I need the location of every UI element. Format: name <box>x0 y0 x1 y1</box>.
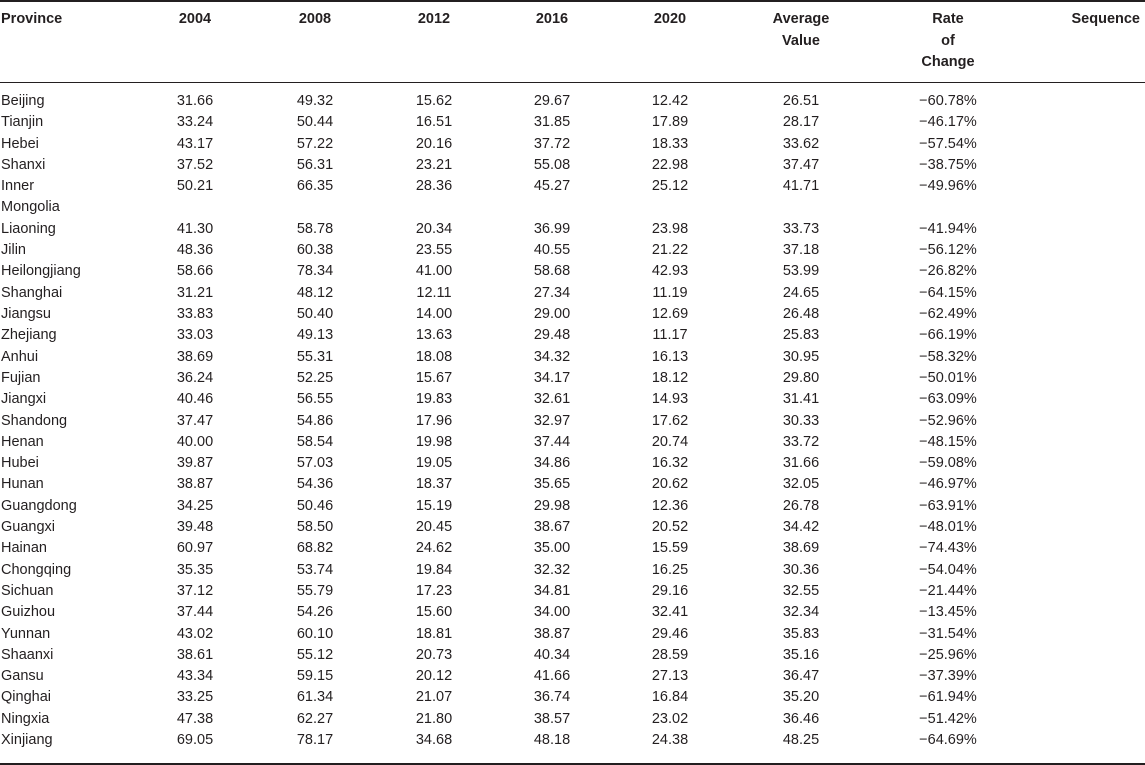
cell-value-2016: 38.57 <box>533 710 571 727</box>
cell-value-2020: 32.41 <box>651 604 689 621</box>
header-sequence: Sequence <box>1071 11 1140 27</box>
cell-value-2004: 33.83 <box>176 306 214 322</box>
header-rate-of-change: Rate of Change <box>921 11 975 70</box>
cell-value-2008: 49.32 <box>296 93 334 109</box>
header-province: Province <box>1 11 63 27</box>
cell-value-2008: 55.31 <box>296 348 334 365</box>
cell-province: Shanxi <box>1 156 46 173</box>
cell-value-2008: 58.54 <box>296 433 334 450</box>
cell-value-2004: 38.69 <box>176 348 214 365</box>
cell-average-value: 29.80 <box>782 369 820 386</box>
cell-province: Yunnan <box>1 625 51 642</box>
cell-value-2016: 37.72 <box>533 135 571 152</box>
cell-value-2008: 54.26 <box>296 604 334 621</box>
cell-average-value: 35.83 <box>782 625 820 642</box>
cell-province: Xinjiang <box>1 732 53 748</box>
cell-value-2012: 19.05 <box>415 455 453 472</box>
cell-value-2012: 23.21 <box>415 156 453 173</box>
cell-value-2008: 66.35 <box>296 178 334 195</box>
cell-value-2012: 20.12 <box>415 668 453 685</box>
header-2016: 2016 <box>535 11 569 27</box>
cell-value-2020: 15.59 <box>651 540 689 557</box>
cell-value-2016: 27.34 <box>533 284 571 301</box>
header-2008: 2008 <box>298 11 332 27</box>
cell-value-2016: 29.98 <box>533 497 571 514</box>
cell-rate-of-change: −57.54% <box>919 135 977 152</box>
cell-province: Shanghai <box>1 284 63 301</box>
cell-value-2020: 23.02 <box>651 710 689 727</box>
cell-value-2020: 18.33 <box>651 135 689 152</box>
cell-value-2016: 48.18 <box>533 732 571 748</box>
cell-value-2004: 37.44 <box>176 604 214 621</box>
cell-value-2016: 36.99 <box>533 220 571 237</box>
cell-value-2016: 38.87 <box>533 625 571 642</box>
cell-average-value: 36.47 <box>782 668 820 685</box>
cell-value-2012: 17.96 <box>415 412 453 429</box>
cell-rate-of-change: −13.45% <box>919 604 977 621</box>
cell-value-2008: 78.34 <box>296 263 334 280</box>
cell-value-2004: 39.48 <box>176 519 214 535</box>
cell-value-2004: 35.35 <box>176 561 214 578</box>
cell-value-2004: 39.87 <box>176 455 214 472</box>
header-2012: 2012 <box>417 11 451 27</box>
cell-value-2004: 37.52 <box>176 156 214 173</box>
cell-value-2012: 18.37 <box>415 476 453 493</box>
cell-average-value: 33.73 <box>782 220 820 237</box>
cell-value-2020: 17.89 <box>651 114 689 131</box>
cell-average-value: 26.51 <box>782 93 820 109</box>
cell-rate-of-change: −49.96% <box>919 178 977 195</box>
cell-value-2020: 16.84 <box>651 689 689 706</box>
cell-value-2016: 31.85 <box>533 114 571 131</box>
cell-value-2008: 58.50 <box>296 519 334 535</box>
cell-value-2012: 17.23 <box>415 582 453 599</box>
cell-average-value: 48.25 <box>782 732 820 748</box>
cell-value-2008: 57.22 <box>296 135 334 152</box>
cell-rate-of-change: −59.08% <box>919 455 977 472</box>
cell-province: Tianjin <box>1 114 44 131</box>
cell-province: Shaanxi <box>1 646 54 663</box>
cell-value-2012: 13.63 <box>415 327 453 344</box>
cell-rate-of-change: −48.01% <box>919 519 977 535</box>
cell-province: Hunan <box>1 476 44 493</box>
cell-value-2016: 45.27 <box>533 178 571 195</box>
cell-value-2008: 52.25 <box>296 369 334 386</box>
cell-rate-of-change: −60.78% <box>919 93 977 109</box>
cell-value-2020: 16.13 <box>651 348 689 365</box>
cell-value-2012: 18.08 <box>415 348 453 365</box>
cell-rate-of-change: −62.49% <box>919 306 977 322</box>
cell-province: Ningxia <box>1 710 50 727</box>
cell-value-2004: 41.30 <box>176 220 214 237</box>
cell-value-2012: 21.07 <box>415 689 453 706</box>
cell-value-2004: 36.24 <box>176 369 214 386</box>
cell-province: Henan <box>1 433 44 450</box>
cell-rate-of-change: −26.82% <box>919 263 977 280</box>
cell-value-2012: 28.36 <box>415 178 453 195</box>
table-top-rule <box>0 0 1145 2</box>
cell-value-2020: 20.52 <box>651 519 689 535</box>
cell-value-2008: 49.13 <box>296 327 334 344</box>
cell-value-2016: 35.00 <box>533 540 571 557</box>
cell-value-2004: 33.25 <box>176 689 214 706</box>
cell-province: Beijing <box>1 93 45 109</box>
cell-value-2012: 20.34 <box>415 220 453 237</box>
cell-rate-of-change: −64.69% <box>919 732 977 748</box>
cell-province: Liaoning <box>1 220 56 237</box>
cell-value-2020: 16.32 <box>651 455 689 472</box>
cell-province: Inner Mongolia <box>1 178 60 216</box>
cell-average-value: 28.17 <box>782 114 820 131</box>
cell-value-2012: 19.83 <box>415 391 453 408</box>
cell-value-2004: 33.24 <box>176 114 214 131</box>
cell-average-value: 36.46 <box>782 710 820 727</box>
cell-rate-of-change: −54.04% <box>919 561 977 578</box>
cell-rate-of-change: −64.15% <box>919 284 977 301</box>
cell-value-2004: 43.34 <box>176 668 214 685</box>
cell-rate-of-change: −56.12% <box>919 242 977 259</box>
cell-rate-of-change: −50.01% <box>919 369 977 386</box>
cell-value-2008: 56.31 <box>296 156 334 173</box>
cell-value-2008: 61.34 <box>296 689 334 706</box>
cell-value-2004: 43.17 <box>176 135 214 152</box>
cell-province: Jilin <box>1 242 26 259</box>
cell-value-2020: 28.59 <box>651 646 689 663</box>
cell-average-value: 41.71 <box>782 178 820 195</box>
cell-value-2016: 58.68 <box>533 263 571 280</box>
cell-rate-of-change: −74.43% <box>919 540 977 557</box>
cell-rate-of-change: −58.32% <box>919 348 977 365</box>
cell-value-2012: 19.98 <box>415 433 453 450</box>
cell-province: Hebei <box>1 135 39 152</box>
cell-rate-of-change: −48.15% <box>919 433 977 450</box>
cell-rate-of-change: −63.09% <box>919 391 977 408</box>
header-average-value: Average Value <box>772 11 830 49</box>
cell-value-2012: 14.00 <box>415 306 453 322</box>
cell-value-2008: 50.46 <box>296 497 334 514</box>
cell-value-2012: 15.67 <box>415 369 453 386</box>
cell-rate-of-change: −61.94% <box>919 689 977 706</box>
cell-value-2016: 34.81 <box>533 582 571 599</box>
cell-average-value: 30.33 <box>782 412 820 429</box>
cell-value-2016: 34.32 <box>533 348 571 365</box>
cell-average-value: 32.05 <box>782 476 820 493</box>
cell-rate-of-change: −21.44% <box>919 582 977 599</box>
cell-value-2016: 40.34 <box>533 646 571 663</box>
cell-province: Guizhou <box>1 604 56 621</box>
cell-value-2004: 43.02 <box>176 625 214 642</box>
cell-value-2020: 23.98 <box>651 220 689 237</box>
cell-value-2008: 60.38 <box>296 242 334 259</box>
cell-value-2004: 33.03 <box>176 327 214 344</box>
cell-value-2020: 14.93 <box>651 391 689 408</box>
cell-value-2008: 62.27 <box>296 710 334 727</box>
cell-rate-of-change: −66.19% <box>919 327 977 344</box>
cell-value-2020: 18.12 <box>651 369 689 386</box>
cell-average-value: 32.34 <box>782 604 820 621</box>
cell-value-2016: 37.44 <box>533 433 571 450</box>
cell-value-2016: 38.67 <box>533 519 571 535</box>
cell-average-value: 31.41 <box>782 391 820 408</box>
cell-value-2016: 36.74 <box>533 689 571 706</box>
cell-value-2016: 34.00 <box>533 604 571 621</box>
cell-value-2008: 53.74 <box>296 561 334 578</box>
cell-average-value: 33.62 <box>782 135 820 152</box>
cell-value-2004: 38.87 <box>176 476 214 493</box>
cell-value-2016: 32.32 <box>533 561 571 578</box>
cell-average-value: 33.72 <box>782 433 820 450</box>
cell-value-2016: 32.97 <box>533 412 571 429</box>
cell-value-2012: 15.60 <box>415 604 453 621</box>
cell-value-2012: 23.55 <box>415 242 453 259</box>
cell-value-2004: 50.21 <box>176 178 214 195</box>
cell-rate-of-change: −46.97% <box>919 476 977 493</box>
cell-province: Fujian <box>1 369 41 386</box>
cell-value-2012: 24.62 <box>415 540 453 557</box>
cell-value-2008: 59.15 <box>296 668 334 685</box>
cell-province: Anhui <box>1 348 39 365</box>
cell-province: Heilongjiang <box>1 263 81 280</box>
cell-value-2012: 18.81 <box>415 625 453 642</box>
cell-value-2016: 41.66 <box>533 668 571 685</box>
cell-value-2020: 17.62 <box>651 412 689 429</box>
cell-value-2008: 50.44 <box>296 114 334 131</box>
cell-value-2020: 12.42 <box>651 93 689 109</box>
cell-value-2016: 32.61 <box>533 391 571 408</box>
cell-value-2020: 24.38 <box>651 732 689 748</box>
cell-province: Qinghai <box>1 689 51 706</box>
cell-value-2004: 69.05 <box>176 732 214 748</box>
cell-value-2004: 38.61 <box>176 646 214 663</box>
header-2020: 2020 <box>653 11 687 27</box>
cell-value-2012: 20.73 <box>415 646 453 663</box>
cell-value-2004: 40.46 <box>176 391 214 408</box>
cell-value-2008: 58.78 <box>296 220 334 237</box>
cell-value-2016: 40.55 <box>533 242 571 259</box>
table-header-rule <box>0 82 1145 83</box>
cell-value-2020: 16.25 <box>651 561 689 578</box>
cell-value-2008: 68.82 <box>296 540 334 557</box>
cell-province: Sichuan <box>1 582 54 599</box>
cell-average-value: 26.78 <box>782 497 820 514</box>
cell-value-2012: 16.51 <box>415 114 453 131</box>
cell-value-2020: 20.62 <box>651 476 689 493</box>
cell-value-2004: 31.21 <box>176 284 214 301</box>
cell-value-2020: 21.22 <box>651 242 689 259</box>
cell-province: Guangxi <box>1 519 56 535</box>
cell-value-2020: 27.13 <box>651 668 689 685</box>
cell-province: Hubei <box>1 455 39 472</box>
cell-value-2012: 20.16 <box>415 135 453 152</box>
cell-value-2020: 12.36 <box>651 497 689 514</box>
cell-average-value: 38.69 <box>782 540 820 557</box>
cell-average-value: 30.36 <box>782 561 820 578</box>
cell-rate-of-change: −25.96% <box>919 646 977 663</box>
cell-value-2012: 21.80 <box>415 710 453 727</box>
cell-value-2012: 15.62 <box>415 93 453 109</box>
cell-value-2020: 42.93 <box>651 263 689 280</box>
cell-value-2008: 57.03 <box>296 455 334 472</box>
cell-value-2020: 11.17 <box>652 327 688 344</box>
cell-value-2012: 34.68 <box>415 732 453 748</box>
cell-value-2012: 12.11 <box>416 284 452 301</box>
cell-average-value: 32.55 <box>782 582 820 599</box>
cell-average-value: 31.66 <box>782 455 820 472</box>
cell-province: Jiangxi <box>1 391 47 408</box>
cell-value-2020: 22.98 <box>651 156 689 173</box>
cell-value-2008: 50.40 <box>296 306 334 322</box>
cell-value-2020: 29.46 <box>651 625 689 642</box>
cell-average-value: 34.42 <box>782 519 820 535</box>
cell-value-2004: 34.25 <box>176 497 214 514</box>
cell-value-2012: 41.00 <box>415 263 453 280</box>
cell-value-2004: 40.00 <box>176 433 214 450</box>
cell-value-2016: 34.17 <box>533 369 571 386</box>
cell-province: Hainan <box>1 540 47 557</box>
cell-value-2020: 25.12 <box>651 178 689 195</box>
cell-value-2020: 12.69 <box>651 306 689 322</box>
cell-value-2008: 56.55 <box>296 391 334 408</box>
cell-province: Gansu <box>1 668 44 685</box>
cell-average-value: 53.99 <box>782 263 820 280</box>
cell-value-2004: 47.38 <box>176 710 214 727</box>
cell-province: Chongqing <box>1 561 72 578</box>
cell-value-2016: 55.08 <box>533 156 571 173</box>
cell-value-2008: 55.12 <box>296 646 334 663</box>
cell-value-2012: 20.45 <box>415 519 453 535</box>
cell-value-2008: 54.86 <box>296 412 334 429</box>
cell-rate-of-change: −52.96% <box>919 412 977 429</box>
cell-province: Shandong <box>1 412 68 429</box>
cell-province: Zhejiang <box>1 327 57 344</box>
cell-average-value: 37.47 <box>782 156 820 173</box>
cell-value-2008: 78.17 <box>296 732 334 748</box>
cell-value-2008: 48.12 <box>296 284 334 301</box>
cell-value-2004: 58.66 <box>176 263 214 280</box>
cell-rate-of-change: −41.94% <box>919 220 977 237</box>
cell-value-2008: 55.79 <box>296 582 334 599</box>
cell-rate-of-change: −37.39% <box>919 668 977 685</box>
cell-value-2004: 48.36 <box>176 242 214 259</box>
cell-average-value: 37.18 <box>782 242 820 259</box>
cell-value-2016: 29.00 <box>533 306 571 322</box>
header-2004: 2004 <box>178 11 212 27</box>
cell-value-2004: 37.12 <box>176 582 214 599</box>
cell-province: Guangdong <box>1 497 77 514</box>
cell-value-2004: 60.97 <box>176 540 214 557</box>
cell-value-2020: 29.16 <box>651 582 689 599</box>
cell-value-2004: 37.47 <box>176 412 214 429</box>
cell-value-2016: 34.86 <box>533 455 571 472</box>
cell-value-2012: 15.19 <box>415 497 453 514</box>
cell-value-2008: 54.36 <box>296 476 334 493</box>
cell-rate-of-change: −51.42% <box>919 710 977 727</box>
cell-rate-of-change: −38.75% <box>919 156 977 173</box>
cell-value-2020: 20.74 <box>651 433 689 450</box>
cell-average-value: 26.48 <box>782 306 820 322</box>
cell-province: Jiangsu <box>1 306 51 322</box>
cell-average-value: 35.20 <box>782 689 820 706</box>
cell-average-value: 30.95 <box>782 348 820 365</box>
cell-value-2016: 29.67 <box>533 93 571 109</box>
cell-average-value: 35.16 <box>782 646 820 663</box>
cell-value-2016: 35.65 <box>533 476 571 493</box>
cell-average-value: 25.83 <box>782 327 820 344</box>
cell-rate-of-change: −63.91% <box>919 497 977 514</box>
cell-value-2008: 60.10 <box>296 625 334 642</box>
cell-value-2016: 29.48 <box>533 327 571 344</box>
cell-average-value: 24.65 <box>782 284 820 301</box>
cell-value-2020: 11.19 <box>652 284 688 301</box>
cell-value-2004: 31.66 <box>176 93 214 109</box>
cell-rate-of-change: −46.17% <box>919 114 977 131</box>
cell-value-2012: 19.84 <box>415 561 453 578</box>
cell-rate-of-change: −31.54% <box>919 625 977 642</box>
